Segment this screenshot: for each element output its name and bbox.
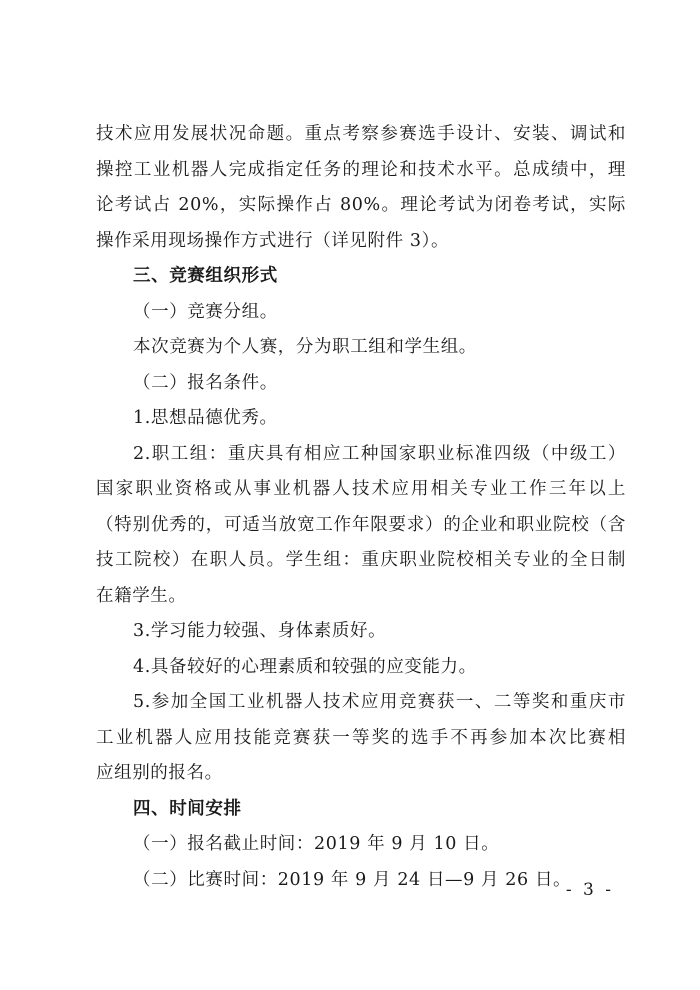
paragraph-line: 论考试占 20%，实际操作占 80%。理论考试为闭卷考试，实际	[96, 195, 626, 215]
list-item: 1.思想品德优秀。	[133, 408, 278, 428]
paragraph-line: （特别优秀的，可适当放宽工作年限要求）的企业和职业院校（含	[96, 514, 626, 535]
section-heading: 三、竞赛组织形式	[133, 266, 278, 286]
list-item: 2.职工组：重庆具有相应工种国家职业标准四级（中级工）	[133, 443, 626, 464]
list-item: （二）比赛时间：2019 年 9 月 24 日—9 月 26 日。	[133, 869, 572, 890]
section-heading: 四、时间安排	[133, 798, 242, 819]
page-number: - 3 -	[565, 880, 614, 900]
document-body	[96, 117, 626, 898]
paragraph-line: 技工院校）在职人员。学生组：重庆职业院校相关专业的全日制	[96, 550, 626, 570]
list-item: （一）报名截止时间：2019 年 9 月 10 日。	[133, 834, 500, 854]
paragraph-line: 工业机器人应用技能竞赛获一等奖的选手不再参加本次比赛相	[96, 727, 626, 748]
list-item: 5.参加全国工业机器人技术应用竞赛获一、二等奖和重庆市	[133, 692, 626, 712]
subsection-heading: （二）报名条件。	[133, 372, 278, 393]
list-item: 4.具备较好的心理素质和较强的应变能力。	[133, 656, 477, 677]
paragraph-line: 应组别的报名。	[96, 763, 223, 783]
paragraph-line: 本次竞赛为个人赛，分为职工组和学生组。	[133, 337, 477, 357]
list-item: 3.学习能力较强、身体素质好。	[133, 621, 387, 641]
subsection-heading: （一）竞赛分组。	[133, 301, 278, 322]
paragraph-line: 技术应用发展状况命题。重点考察参赛选手设计、安装、调试和	[96, 124, 626, 144]
paragraph-line: 国家职业资格或从事业机器人技术应用相关专业工作三年以上	[96, 479, 626, 499]
paragraph-line: 在籍学生。	[96, 585, 187, 606]
paragraph-line: 操作采用现场操作方式进行（详见附件 3）。	[96, 230, 450, 251]
paragraph-line: 操控工业机器人完成指定任务的理论和技术水平。总成绩中，理	[96, 159, 626, 180]
